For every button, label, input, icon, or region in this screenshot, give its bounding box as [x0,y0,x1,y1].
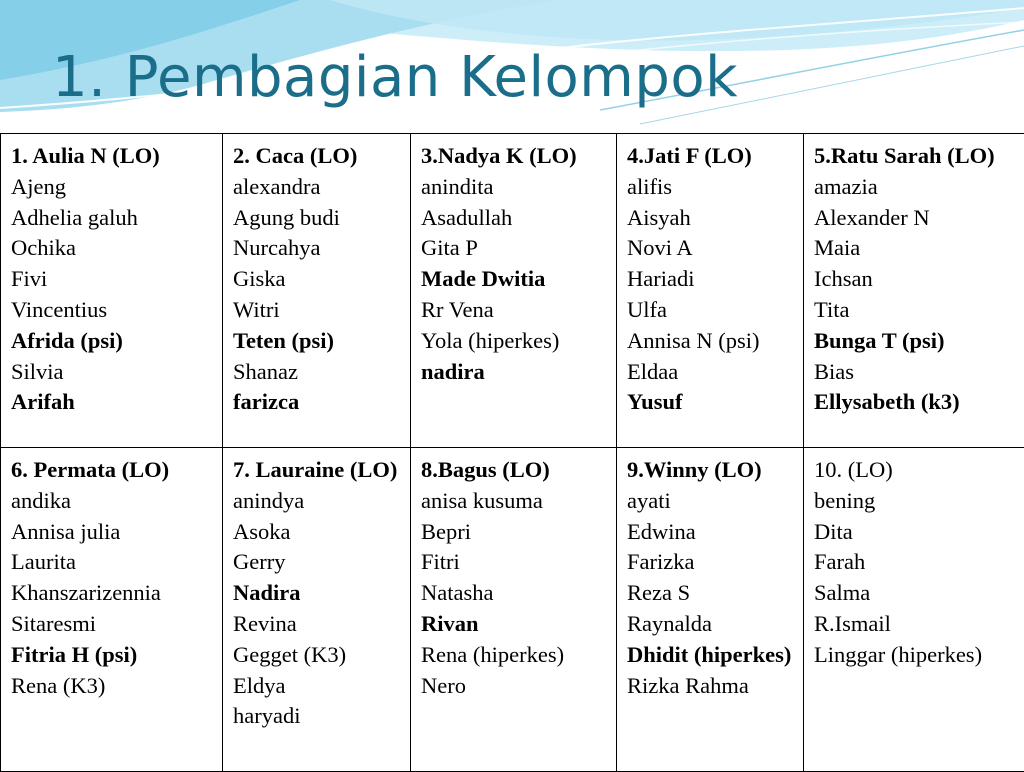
group-member: Rr Vena [421,295,610,326]
group-member: anindya [233,486,404,517]
group-cell [617,448,804,772]
group-member: Novi A [627,233,797,264]
group-cell [804,448,1024,772]
group-member: Linggar (hiperkes) [814,640,1018,671]
group-member: Rena (hiperkes) [421,640,610,671]
group-member: Yusuf [627,387,797,418]
group-member: Yola (hiperkes) [421,326,610,357]
group-member: Bunga T (psi) [814,326,1018,357]
group-member: Witri [233,295,404,326]
group-leader: 6. Permata (LO) [11,455,216,486]
group-member: andika [11,486,216,517]
group-cell [223,134,411,448]
group-member: Gerry [233,547,404,578]
group-member: bening [814,486,1018,517]
group-member: Hariadi [627,264,797,295]
page-title: 1. Pembagian Kelompok [52,50,738,106]
group-member: Rena (K3) [11,671,216,702]
group-member: Dita [814,517,1018,548]
group-member: anindita [421,172,610,203]
group-member: Fitria H (psi) [11,640,216,671]
group-member: Aisyah [627,203,797,234]
group-member: Arifah [11,387,216,418]
group-member: Laurita [11,547,216,578]
group-member: Asoka [233,517,404,548]
group-member: Edwina [627,517,797,548]
group-member: Dhidit (hiperkes) [627,640,797,671]
group-member: Rizka Rahma [627,671,797,702]
group-member: haryadi [233,701,404,732]
group-cell [804,134,1024,448]
group-member: alifis [627,172,797,203]
group-leader: 8.Bagus (LO) [421,455,610,486]
group-member: Alexander N [814,203,1018,234]
group-leader: 4.Jati F (LO) [627,141,797,172]
group-member: Khanszarizennia [11,578,216,609]
group-member: Shanaz [233,357,404,388]
group-cell [617,134,804,448]
group-member: Maia [814,233,1018,264]
group-member: alexandra [233,172,404,203]
group-member: Bepri [421,517,610,548]
group-member: Annisa N (psi) [627,326,797,357]
group-member: Fivi [11,264,216,295]
group-member: farizca [233,387,404,418]
group-member: Teten (psi) [233,326,404,357]
group-leader: 3.Nadya K (LO) [421,141,610,172]
group-member: Ochika [11,233,216,264]
group-member: Farizka [627,547,797,578]
group-member: Raynalda [627,609,797,640]
group-member: nadira [421,357,610,388]
group-member: Nurcahya [233,233,404,264]
group-member: Fitri [421,547,610,578]
group-member: Silvia [11,357,216,388]
group-member: Salma [814,578,1018,609]
group-leader: 1. Aulia N (LO) [11,141,216,172]
group-member: Bias [814,357,1018,388]
group-member: Nero [421,671,610,702]
group-member: Eldya [233,671,404,702]
group-member: Ichsan [814,264,1018,295]
group-leader: 7. Lauraine (LO) [233,455,404,486]
group-member: Afrida (psi) [11,326,216,357]
group-cell [411,448,617,772]
group-member: Agung budi [233,203,404,234]
group-cell [1,134,223,448]
group-member: Ajeng [11,172,216,203]
group-leader: 2. Caca (LO) [233,141,404,172]
group-leader: 5.Ratu Sarah (LO) [814,141,1018,172]
group-cell [1,448,223,772]
group-member: Eldaa [627,357,797,388]
group-member: Reza S [627,578,797,609]
group-member: Rivan [421,609,610,640]
group-member: Ulfa [627,295,797,326]
group-member: Sitaresmi [11,609,216,640]
group-table [0,133,1024,772]
group-member: amazia [814,172,1018,203]
group-member: Nadira [233,578,404,609]
group-member: Vincentius [11,295,216,326]
group-member: Natasha [421,578,610,609]
group-member: Giska [233,264,404,295]
group-member: Tita [814,295,1018,326]
group-member: R.Ismail [814,609,1018,640]
table-row [1,448,1024,772]
group-member: Gegget (K3) [233,640,404,671]
group-leader: 10. (LO) [814,455,1018,486]
group-member: Farah [814,547,1018,578]
group-member: Gita P [421,233,610,264]
group-leader: 9.Winny (LO) [627,455,797,486]
table-row [1,134,1024,448]
group-member: Adhelia galuh [11,203,216,234]
group-cell [223,448,411,772]
group-cell [411,134,617,448]
group-member: anisa kusuma [421,486,610,517]
group-member: Ellysabeth (k3) [814,387,1018,418]
group-member: Made Dwitia [421,264,610,295]
group-member: Asadullah [421,203,610,234]
group-member: ayati [627,486,797,517]
group-member: Revina [233,609,404,640]
group-member: Annisa julia [11,517,216,548]
